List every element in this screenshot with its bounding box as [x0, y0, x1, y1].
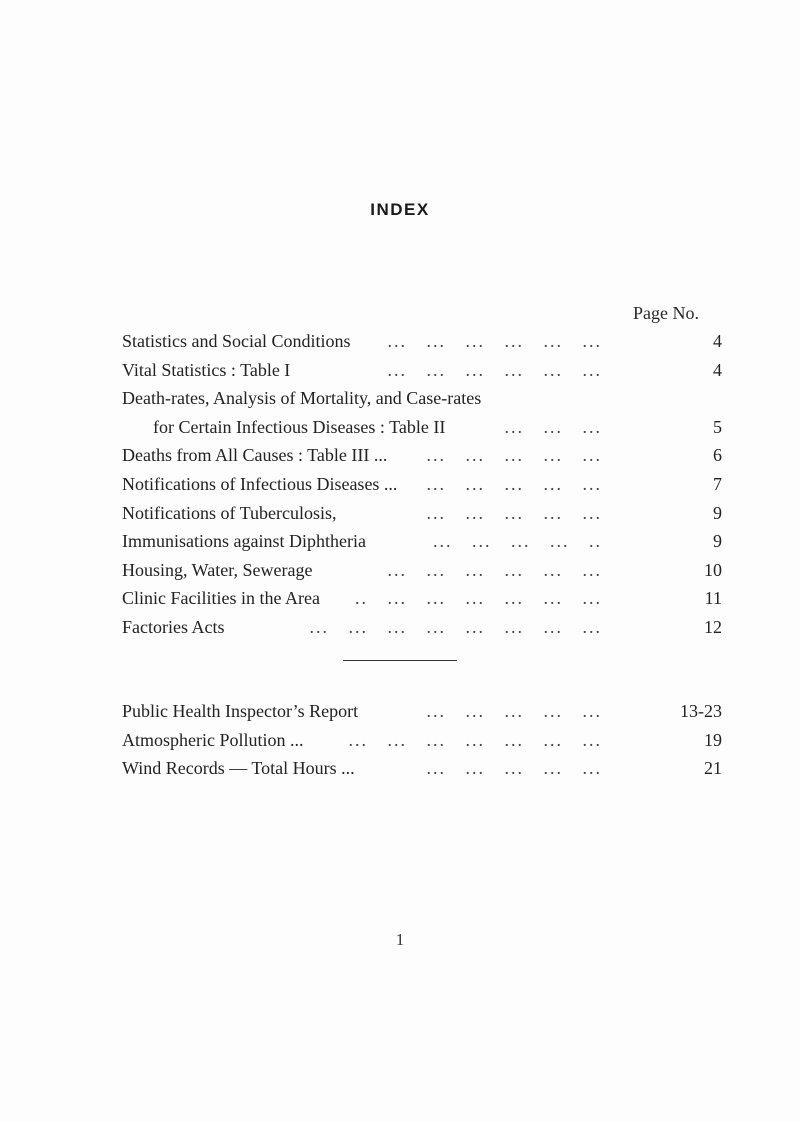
- index-entry: [122, 499, 722, 528]
- index-entry-label: Clinic Facilities in the Area: [122, 588, 320, 609]
- index-entry-label: Vital Statistics : Table I: [122, 359, 291, 380]
- index-entry: [122, 470, 722, 499]
- index-entry-label: Statistics and Social Conditions: [122, 331, 351, 351]
- index-entry-label: Public Health Inspector’s Report: [122, 701, 359, 721]
- index-list-inspector: [122, 697, 722, 783]
- index-entry: [122, 527, 722, 556]
- index-entry-label: Housing, Water, Sewerage: [122, 559, 313, 580]
- index-entry: [122, 613, 722, 642]
- index-entry-page: 19: [704, 729, 722, 750]
- leader-dots: ... ... ... ... ...: [426, 758, 602, 779]
- index-entry: [122, 441, 722, 470]
- index-entry-page: 5: [713, 416, 722, 437]
- index-entry-page: 12: [704, 616, 722, 637]
- index-entry-label: Immunisations against Diphtheria: [122, 531, 366, 552]
- leader-dots: ... ... ...: [504, 416, 602, 437]
- index-entry: [122, 556, 722, 585]
- index-list-main: [122, 327, 722, 642]
- index-entry: [122, 356, 722, 385]
- index-entry-label: for Certain Infectious Diseases : Table II: [153, 416, 446, 437]
- index-entry-label: Deaths from All Causes : Table III ...: [122, 445, 388, 466]
- index-entry-label: Death-rates, Analysis of Mortality, and Case-rates: [122, 388, 482, 409]
- leader-dots: ... ... ... ... ...: [426, 445, 602, 466]
- leader-dots: ... ... ... ... ... ...: [387, 331, 602, 351]
- leader-dots: ... ... ... ... ...: [426, 502, 602, 523]
- index-entry-page: 4: [713, 331, 722, 351]
- index-entry: [122, 384, 722, 413]
- section-divider: [343, 660, 457, 661]
- index-entry-label: Atmospheric Pollution ...: [122, 729, 304, 750]
- index-entry-label: Notifications of Tuberculosis,: [122, 502, 337, 523]
- index-entry-label: Notifications of Infectious Diseases ...: [122, 473, 398, 494]
- index-entry-label: Factories Acts: [122, 616, 225, 637]
- page-no-column-header: Page No.: [633, 303, 699, 323]
- index-entry-page: 10: [704, 559, 722, 580]
- index-entry: [122, 754, 722, 783]
- leader-dots: ... ... ... ... ... ... ... ...: [309, 616, 602, 637]
- page-number: 1: [395, 930, 405, 949]
- leader-dots: .. ... ... ... ... ... ...: [355, 588, 602, 609]
- index-entry-page: 4: [713, 359, 722, 380]
- page-title: INDEX: [370, 200, 430, 219]
- index-entry-page: 21: [704, 758, 722, 779]
- leader-dots: ... ... ... ... ... ...: [387, 359, 602, 380]
- leader-dots: ... ... ... ... ...: [426, 701, 602, 721]
- index-entry: [122, 327, 722, 356]
- index-entry: [122, 697, 722, 726]
- leader-dots: ... ... ... ... ..: [433, 531, 602, 552]
- index-entry-page: 7: [713, 473, 722, 494]
- index-entry-page: 6: [713, 445, 722, 466]
- index-entry: [122, 584, 722, 613]
- leader-dots: ... ... ... ... ... ...: [387, 559, 602, 580]
- leader-dots: ... ... ... ... ... ... ...: [348, 729, 602, 750]
- index-entry: [122, 413, 722, 442]
- leader-dots: ... ... ... ... ...: [426, 473, 602, 494]
- index-entry-page: 13-23: [680, 701, 722, 721]
- index-entry-page: 9: [713, 502, 722, 523]
- index-entry-label: Wind Records — Total Hours ...: [122, 758, 355, 779]
- index-entry-page: 9: [713, 531, 722, 552]
- index-entry-page: 11: [704, 588, 722, 609]
- index-entry: [122, 726, 722, 755]
